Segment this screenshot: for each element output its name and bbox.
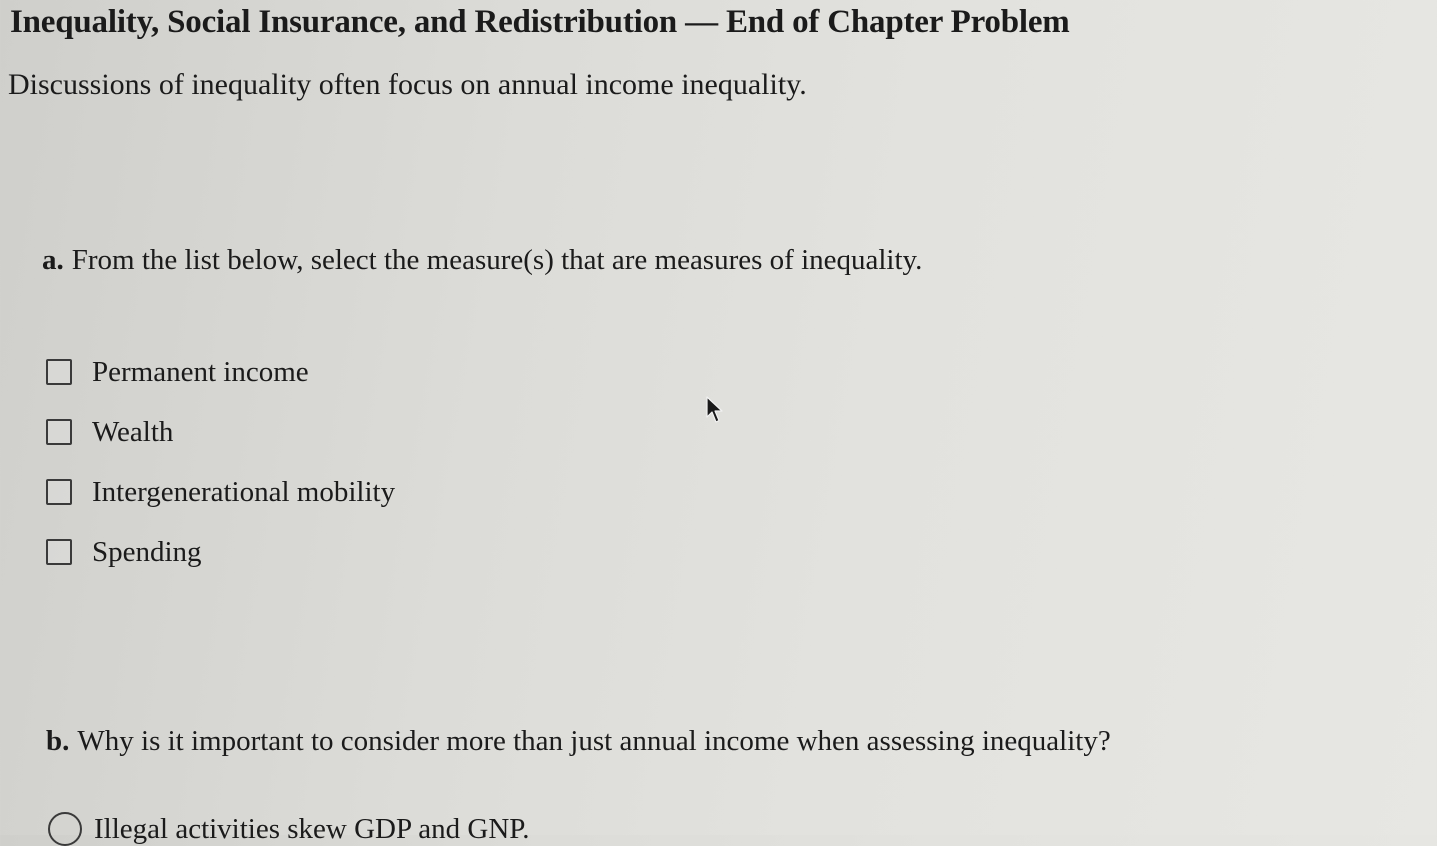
question-a-text: From the list below, select the measure(s) that are measures of inequality. [71,244,923,276]
option-intergenerational-mobility[interactable] [46,462,395,522]
option-permanent-income[interactable] [46,342,395,402]
checkbox-spending[interactable] [46,539,72,565]
page-title: Inequality, Social Insurance, and Redistribution — End of Chapter Problem [10,4,1070,40]
checkbox-intergenerational-mobility[interactable] [46,479,72,505]
option-label: Illegal activities skew GDP and GNP. [94,812,530,845]
question-a [42,244,922,277]
question-b-label: b. [46,725,70,757]
question-b-option-1[interactable] [48,812,529,846]
question-a-label: a. [42,244,64,276]
question-b-text: Why is it important to consider more than just annual income when assessing inequality? [77,725,1111,757]
option-spending[interactable] [46,522,395,582]
option-label: Intergenerational mobility [92,475,396,508]
question-a-options [46,342,395,582]
intro-text: Discussions of inequality often focus on annual income inequality. [8,68,807,101]
checkbox-permanent-income[interactable] [46,359,72,385]
option-label: Spending [92,535,202,568]
option-label: Permanent income [92,355,309,388]
radio-button[interactable] [48,812,82,846]
checkbox-wealth[interactable] [46,419,72,445]
option-label: Wealth [92,415,174,448]
question-b [46,725,1111,758]
option-wealth[interactable] [46,402,395,462]
mouse-pointer-icon [706,396,724,429]
